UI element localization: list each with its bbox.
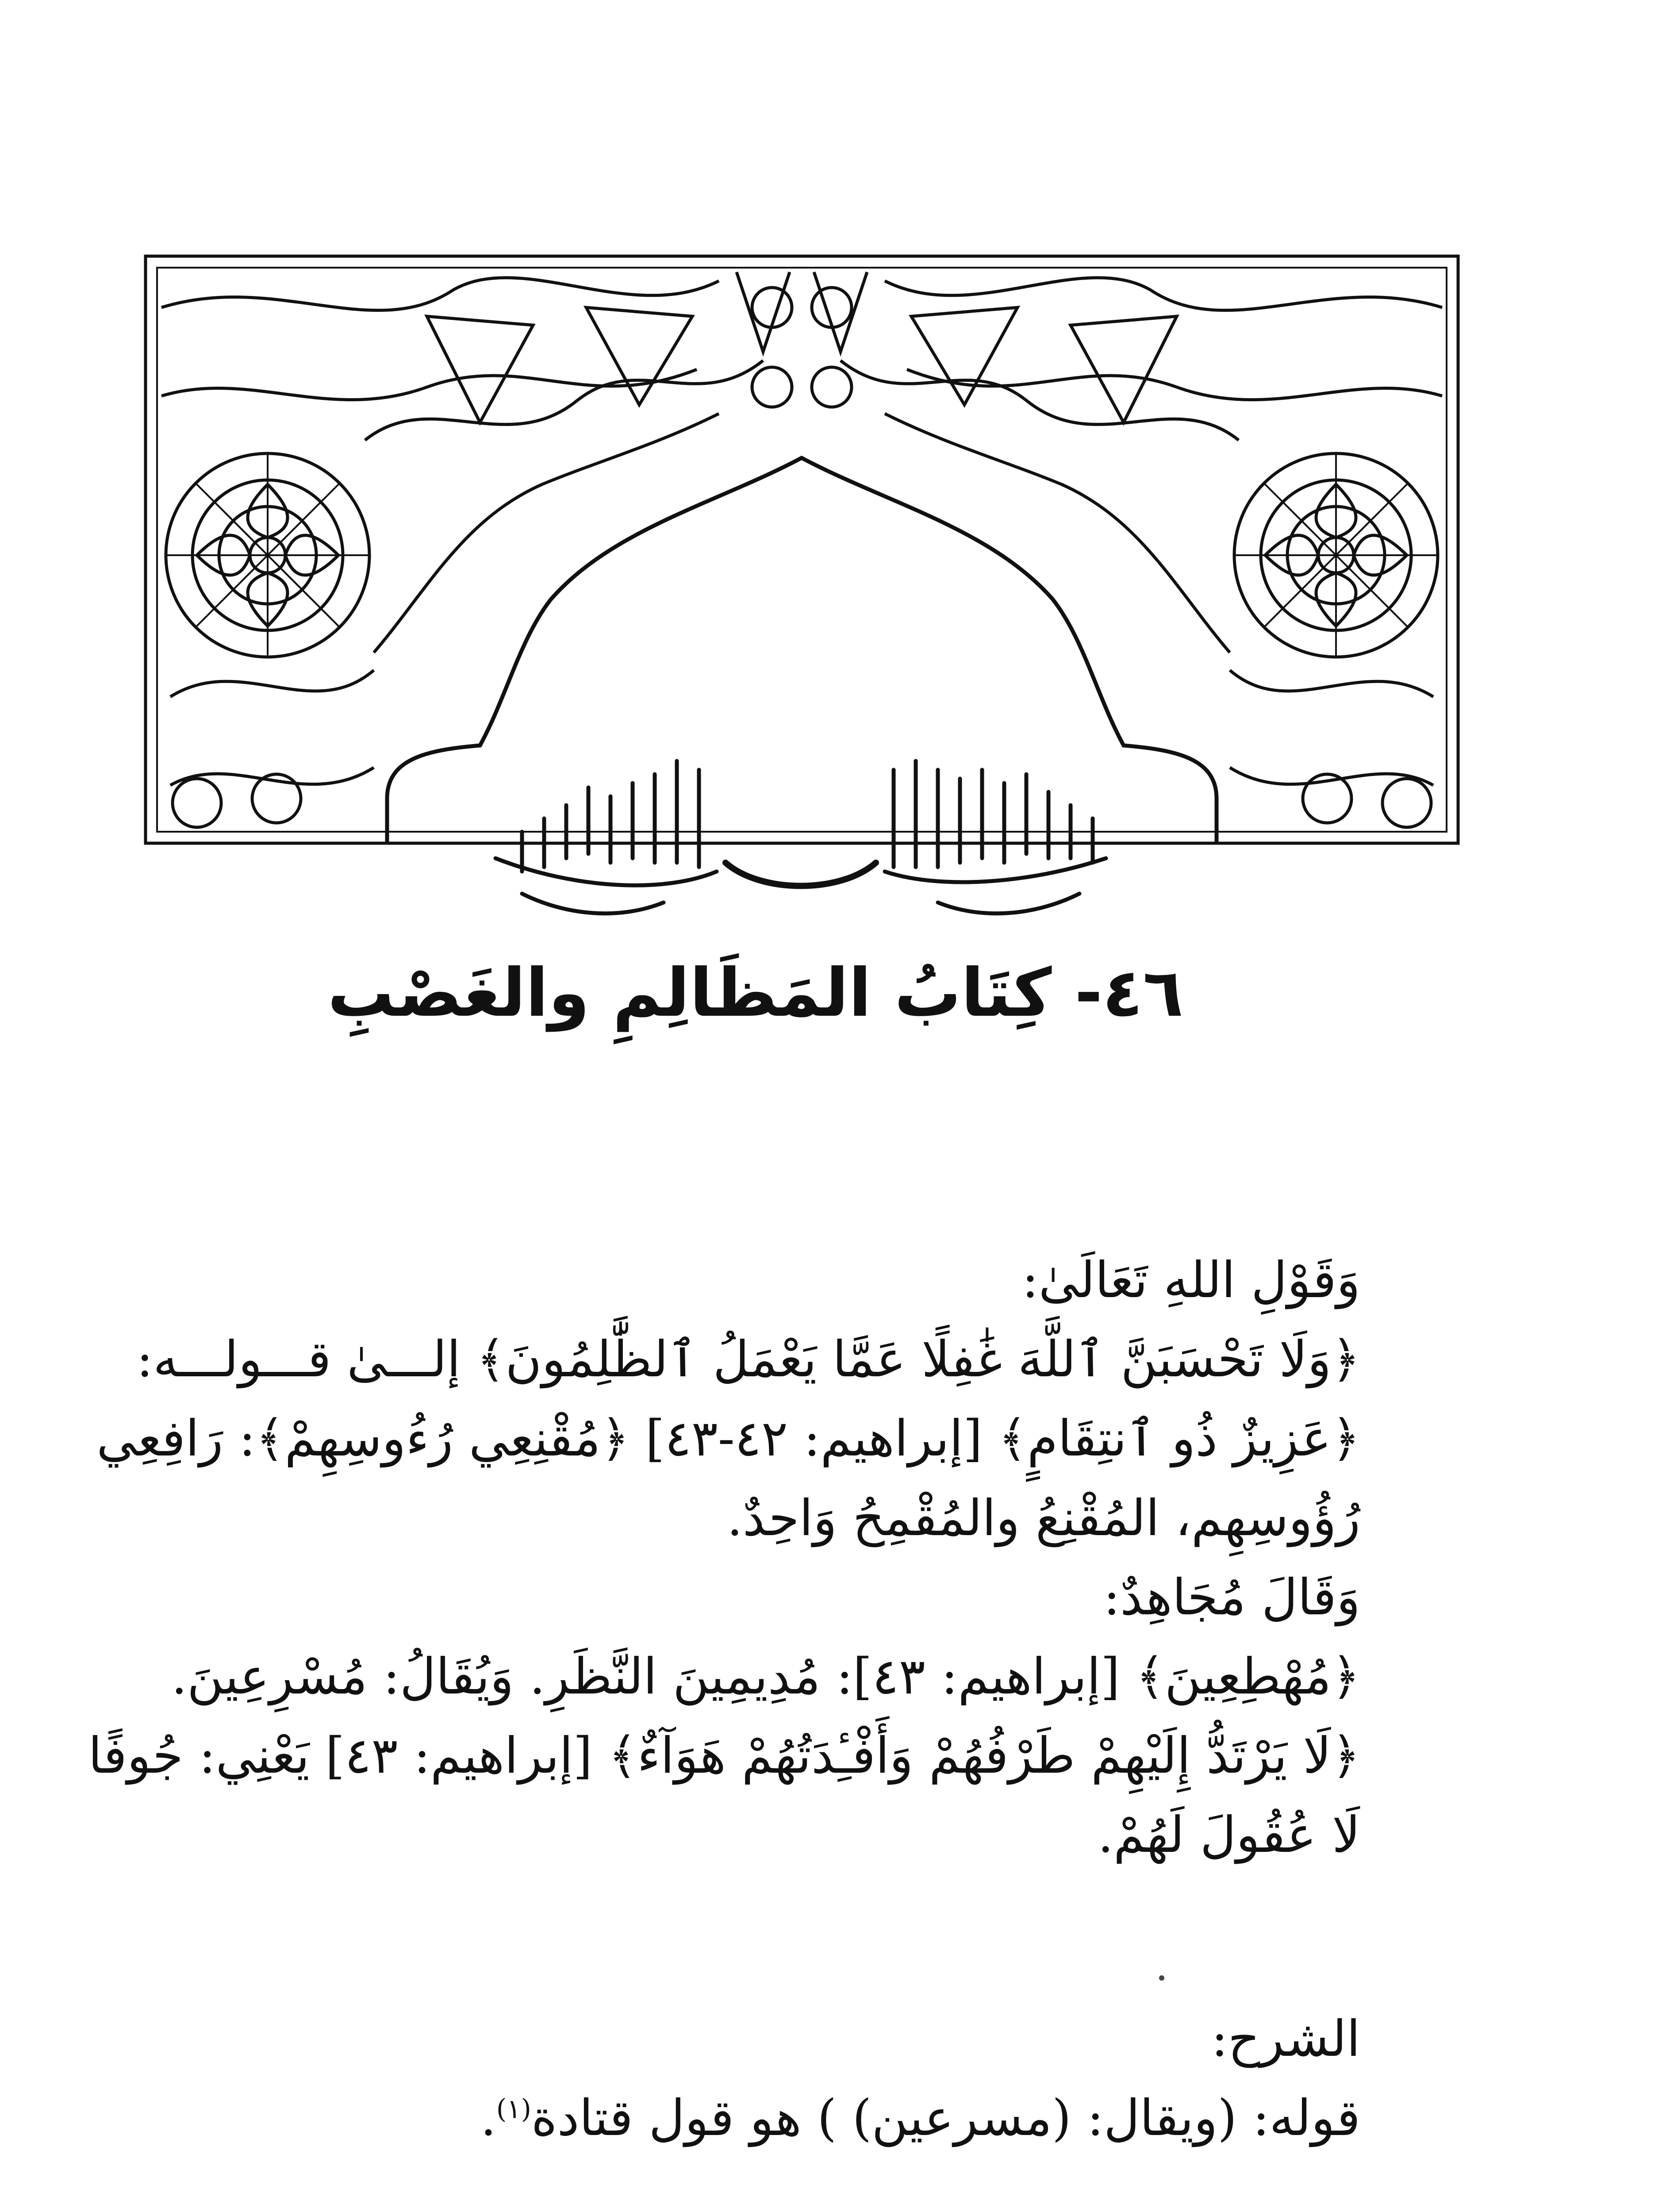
chapter-title: ٤٦- كِتَابُ المَظَالِمِ والغَصْبِ [327,955,1183,1032]
intro-line: وَقَوْلِ اللهِ تَعَالَىٰ: [1022,1252,1360,1309]
commentary-heading: الشرح: [1211,2010,1360,2068]
basmala-calligraphy [451,743,1150,929]
verse-line-2-cont: رُؤُوسِهِم، المُقْنِعُ والمُقْمِحُ وَاحِدٌ. [727,1489,1360,1547]
mujahid-line-2-cont: لَا عُقُولَ لَهُمْ. [1098,1806,1360,1864]
commentary-block [210,2000,1360,2158]
verse-line-1: ﴿وَلَا تَحْسَبَنَّ ٱللَّهَ غَٰفِلًا عَمَّا يَعْمَلُ ٱلظَّٰلِمُونَ﴾ إلـــىٰ قـــولـــه: [136,1331,1360,1389]
main-text [88,1241,1360,1875]
mujahid-line-1: ﴿مُهْطِعِينَ﴾ [إبراهيم: ٤٣]: مُدِيمِينَ النَّظَرِ. وَيُقَالُ: مُسْرِعِينَ. [171,1647,1360,1705]
mujahid-line-2: ﴿لَا يَرْتَدُّ إِلَيْهِمْ طَرْفُهُمْ وَأَفْـِٔدَتُهُمْ هَوَآءٌ﴾ [إبراهيم: ٤٣] يَعْنِي: جُوفًا [88,1727,1360,1785]
mujahid-intro: وَقَالَ مُجَاهِدٌ: [1103,1568,1360,1626]
footnote-reference[interactable]: (١) [496,2093,531,2125]
verse-line-2: ﴿عَزِيزٌ ذُو ٱنتِقَامٍ﴾ [إبراهيم: ٤٢-٤٣] ﴿مُقْنِعِي رُءُوسِهِمْ﴾: رَافِعِي [96,1410,1360,1468]
commentary-text: قوله: (ويقال: (مسرعين) ) هو قول قتادة$^{(١)}$. [480,2089,1360,2147]
ink-speck [1159,1975,1164,1981]
